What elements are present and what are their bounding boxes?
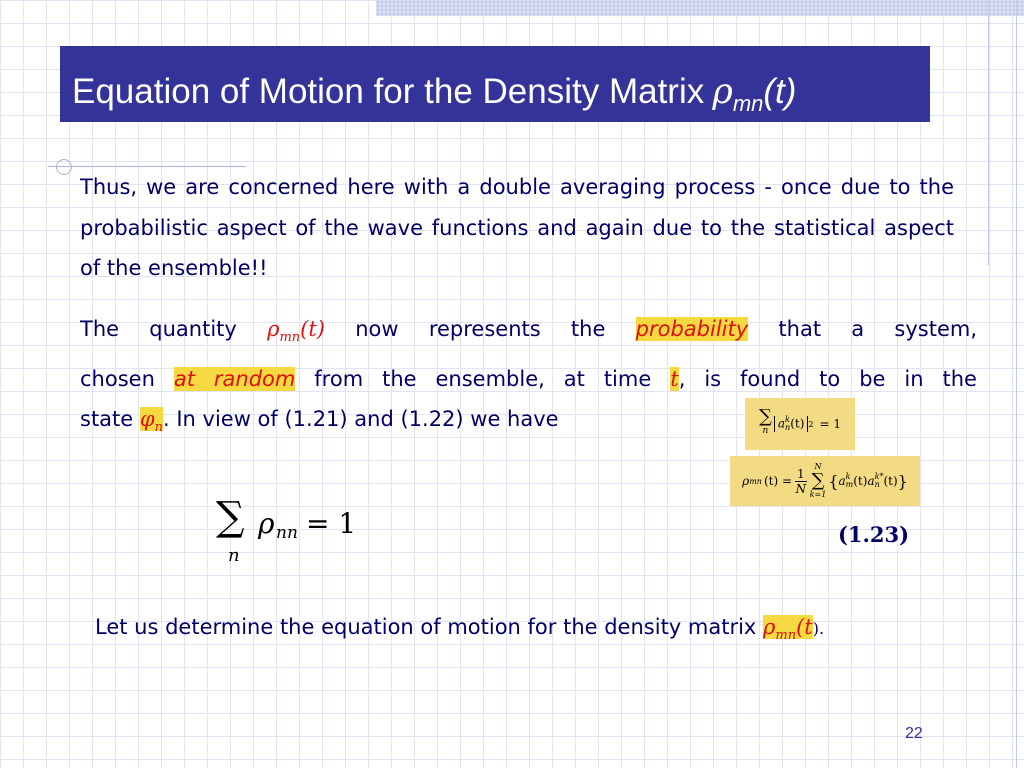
text-span: . In view of (1.21) and (1.22) we have — [162, 407, 559, 431]
sum-upper: N — [814, 462, 822, 471]
text-span: now represents the — [355, 317, 606, 341]
text-span: The quantity — [80, 317, 237, 341]
rhs: = 1 — [819, 417, 841, 431]
fraction-denominator: N — [795, 481, 807, 496]
equation-box-density-matrix: ρ mn (t) = $\frac{1}{N}$ N ∑ k=1 { a k m (t) a k* n (t) } — [730, 456, 920, 506]
paragraph-2-line-2 — [80, 359, 977, 400]
main-equation — [214, 495, 364, 575]
page-number: 22 — [905, 725, 923, 742]
phi-symbol: φ — [139, 407, 155, 431]
paragraph-1: Thus, we are concerned here with a double averaging process - once due to the probabilistic aspect of the wave functions and again due to the statistical aspect of the ensemble!! — [80, 175, 954, 280]
paragraph-2-line-1 — [80, 309, 977, 359]
rho-mn-highlight — [763, 615, 813, 643]
superscript: k* — [874, 472, 884, 481]
argument: (t) — [790, 416, 805, 431]
rho-symbol: ρ — [258, 507, 275, 540]
probability-highlight: probability — [635, 317, 749, 341]
right-decorative-line — [988, 0, 989, 265]
rho-symbol: ρ — [267, 317, 280, 341]
text-span: state — [80, 407, 134, 431]
power: 2 — [808, 419, 814, 429]
lhs-argument: (t) = — [763, 474, 793, 488]
text-span: that a system, — [778, 317, 977, 341]
rho-mn-inline — [267, 317, 325, 345]
sum-index: n — [228, 545, 240, 566]
argument: (t) — [853, 474, 868, 488]
sum-lower: k=1 — [809, 490, 827, 499]
rho-subscript: nn — [276, 523, 298, 543]
rho-argument: (t — [796, 615, 813, 639]
bullet-decoration-circle — [56, 159, 72, 175]
rho-subscript: mn — [279, 330, 301, 345]
top-decorative-band — [376, 0, 1024, 16]
title-rho-symbol: ρ — [712, 72, 733, 112]
at-random-highlight: at random — [173, 366, 296, 391]
text-span: , is found to be in the — [678, 366, 977, 391]
text-span: chosen — [80, 366, 155, 391]
sum-symbol: ∑ — [759, 406, 772, 427]
sum-symbol: ∑ — [811, 470, 825, 491]
subscript: n — [874, 480, 880, 489]
fraction-numerator: 1 — [797, 466, 805, 481]
rho-symbol: ρ — [742, 474, 750, 488]
a-n-symbol: a — [867, 474, 875, 488]
paragraph-3 — [95, 615, 824, 643]
title-text: Equation of Motion for the Density Matrix — [72, 72, 705, 111]
subscript: n — [785, 423, 791, 432]
rho-subscript: mn — [775, 628, 797, 643]
sum-symbol: ∑ — [216, 494, 245, 540]
closing-punctuation: ). — [812, 619, 825, 638]
text-span: from the ensemble, at time — [314, 366, 652, 391]
equation-box-normalization — [745, 398, 855, 450]
time-t-highlight: t — [670, 366, 679, 391]
argument: (t) — [883, 474, 898, 488]
right-decorative-line-2 — [1016, 0, 1017, 768]
a-m-symbol: a — [838, 474, 846, 488]
rho-argument: (t) — [300, 317, 325, 341]
sum-index: n — [762, 426, 769, 436]
title-subscript: mn — [732, 91, 764, 116]
rho-symbol: ρ — [763, 615, 776, 639]
phi-subscript: n — [154, 420, 163, 435]
superscript: k — [845, 472, 851, 481]
subscript: m — [845, 480, 854, 489]
rho-subscript: mn — [749, 476, 762, 486]
superscript: k — [785, 415, 790, 424]
equation-number: (1.23) — [838, 522, 910, 547]
phi-n-highlight — [139, 407, 163, 435]
title-argument: (t) — [763, 72, 797, 111]
slide-title — [60, 46, 930, 122]
equation-rhs: = 1 — [306, 507, 357, 540]
text-span: Let us determine the equation of motion for the density matrix — [95, 615, 757, 639]
a-symbol: a — [777, 416, 786, 431]
